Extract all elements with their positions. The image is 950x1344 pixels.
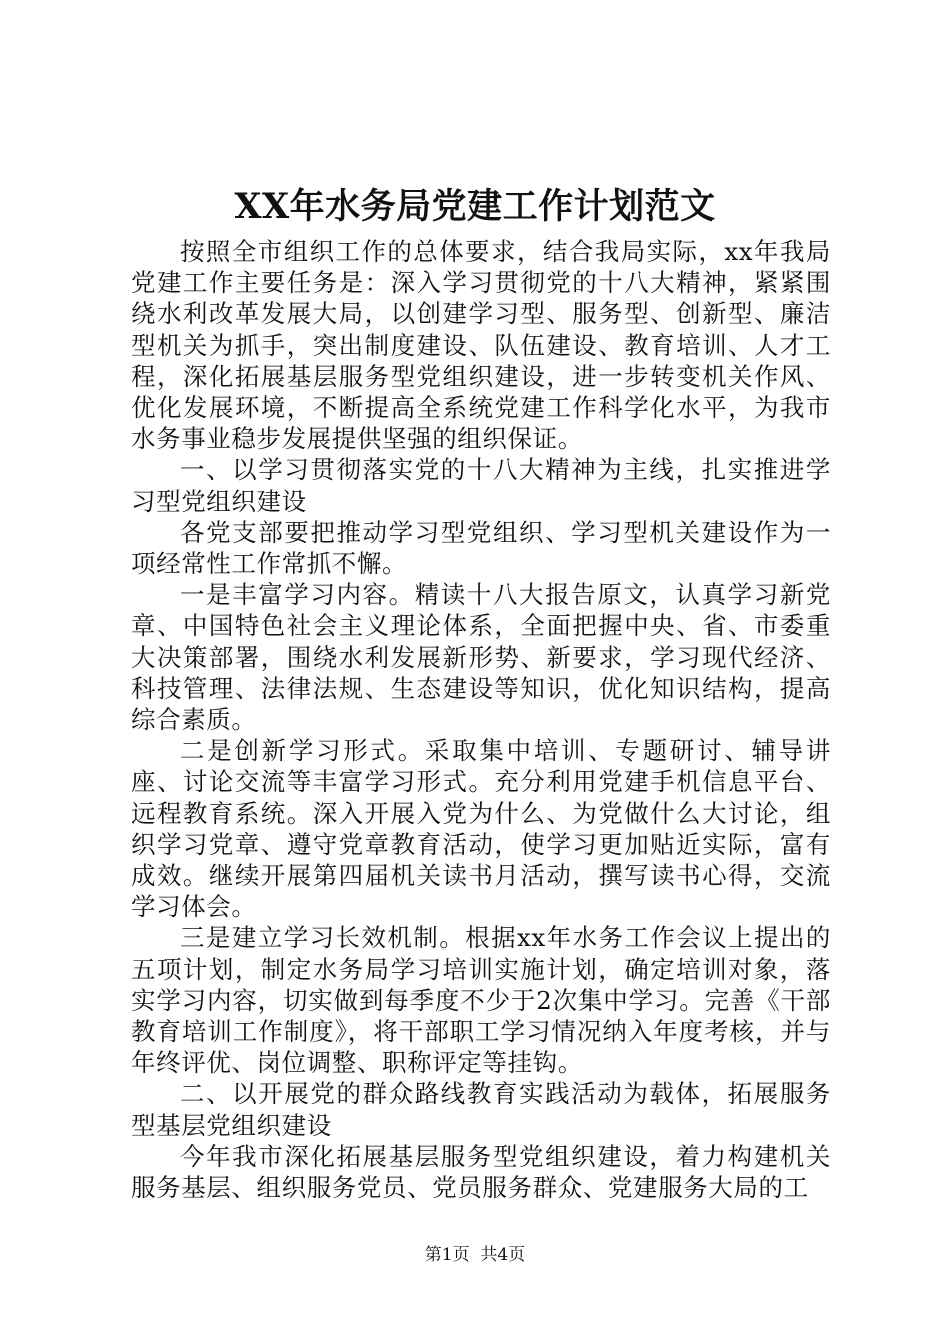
paragraph: 二是创新学习形式。采取集中培训、专题研讨、辅导讲座、讨论交流等丰富学习形式。充分利用党建手机信息平台、远程教育系统。深入开展入党为什么、为党做什么大讨论，组织学习党章、遵守党章教育活动，使学习更加贴近实际，富有成效。继续开展第四届机关读书月活动，撰写读书心得，交流学习体会。 — [131, 736, 831, 922]
paragraph: 三是建立学习长效机制。根据xx年水务工作会议上提出的五项计划，制定水务局学习培训实施计划，确定培训对象，落实学习内容，切实做到每季度不少于2次集中学习。完善《干部教育培训工作制度》，将干部职工学习情况纳入年度考核，并与年终评优、岗位调整、职称评定等挂钩。 — [131, 923, 831, 1078]
paragraph-intro: 按照全市组织工作的总体要求，结合我局实际，xx年我局党建工作主要任务是：深入学习贯彻党的十八大精神，紧紧围绕水利改革发展大局，以创建学习型、服务型、创新型、廉洁型机关为抓手，突出制度建设、队伍建设、教育培训、人才工程，深化拓展基层服务型党组织建设，进一步转变机关作风、优化发展环境，不断提高全系统党建工作科学化水平，为我市水务事业稳步发展提供坚强的组织保证。 — [131, 237, 831, 454]
paragraph: 今年我市深化拓展基层服务型党组织建设，着力构建机关服务基层、组织服务党员、党员服务群众、党建服务大局的工 — [131, 1141, 831, 1203]
footer-spacer — [470, 1245, 481, 1265]
document-title: XX年水务局党建工作计划范文 — [234, 186, 716, 227]
section-heading-2: 二、以开展党的群众路线教育实践活动为载体，拓展服务型基层党组织建设 — [131, 1079, 831, 1140]
document-body — [131, 236, 831, 1203]
page-total: 共4页 — [480, 1245, 526, 1265]
section-heading-1: 一、以学习贯彻落实党的十八大精神为主线，扎实推进学习型党组织建设 — [131, 455, 831, 516]
page-footer — [0, 1243, 950, 1267]
paragraph: 一是丰富学习内容。精读十八大报告原文，认真学习新党章、中国特色社会主义理论体系，全面把握中央、省、市委重大决策部署，围绕水利发展新形势、新要求，学习现代经济、科技管理、法律法规、生态建设等知识，优化知识结构，提高综合素质。 — [131, 580, 831, 735]
page-number: 第1页 — [424, 1245, 470, 1265]
paragraph: 各党支部要把推动学习型党组织、学习型机关建设作为一项经常性工作常抓不懈。 — [131, 517, 831, 579]
